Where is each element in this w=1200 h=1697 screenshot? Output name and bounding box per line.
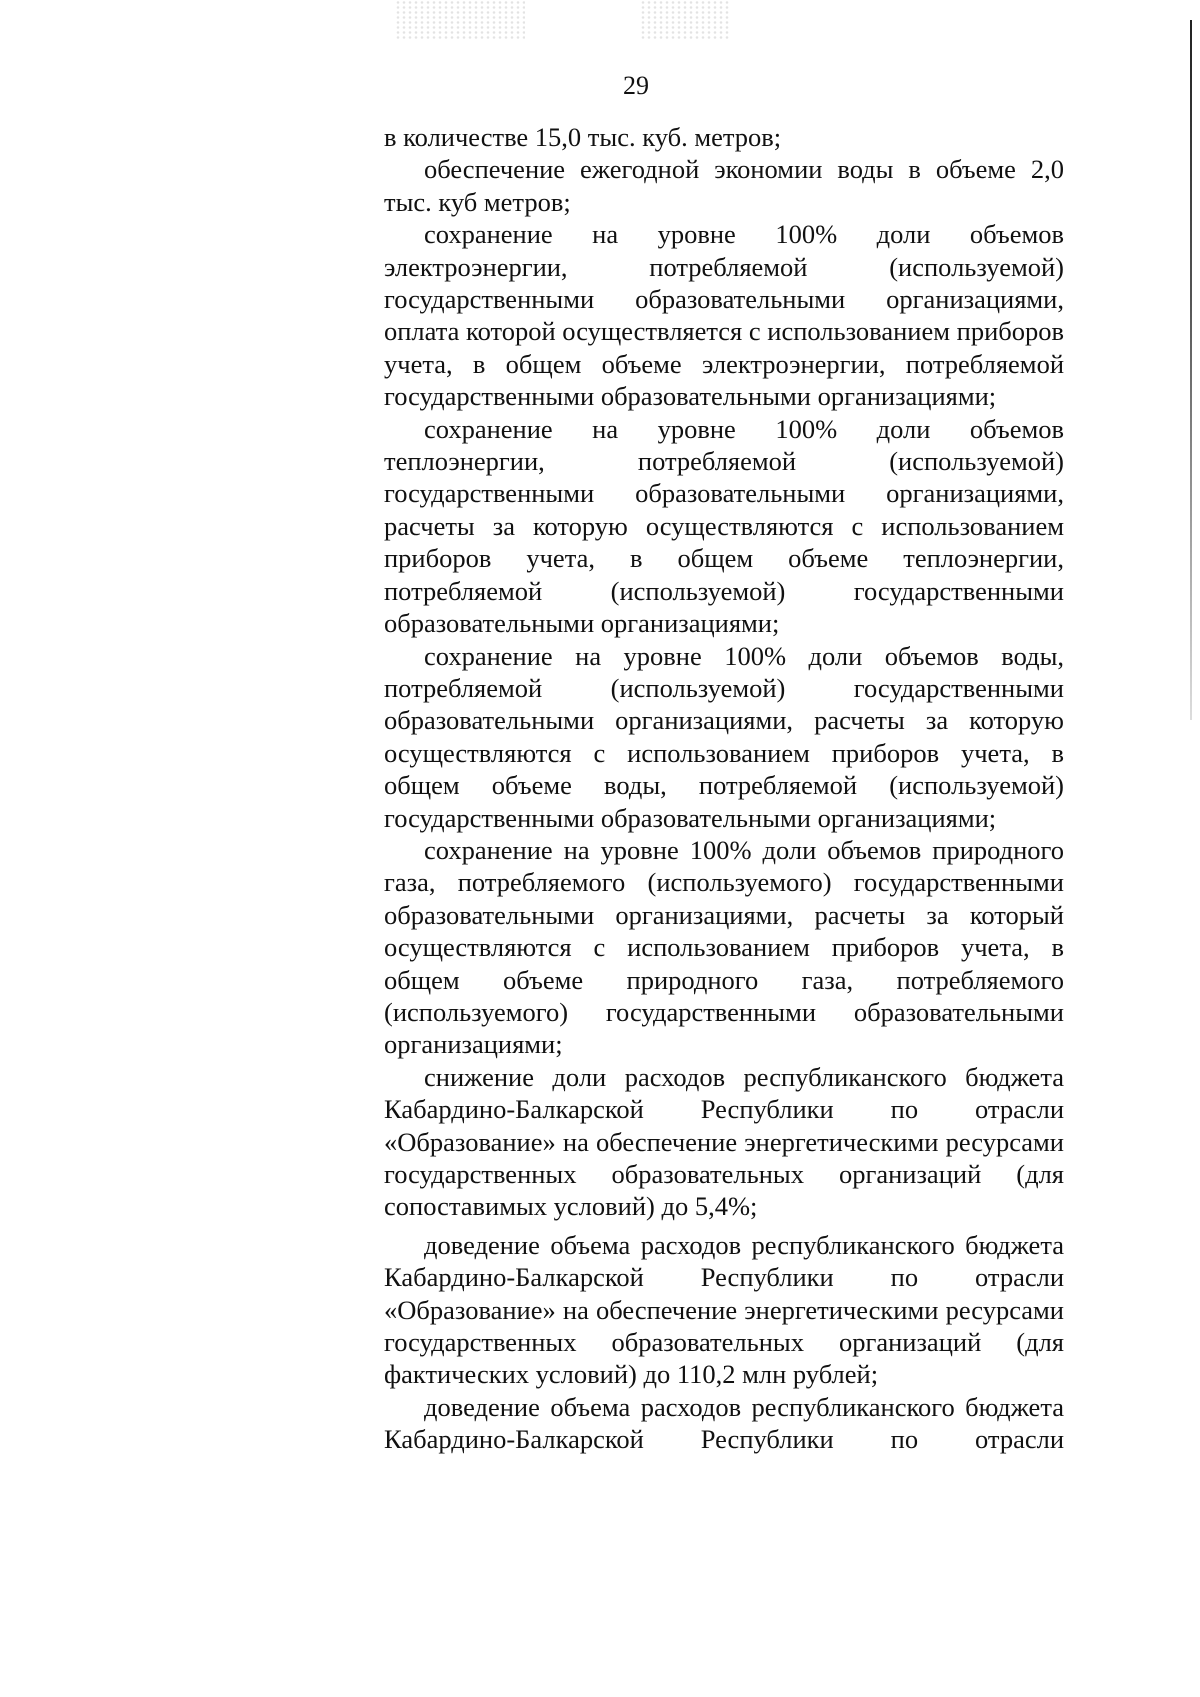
paragraph: сохранение на уровне 100% доли объемов электроэнергии, потребляемой (используемой) государственными образовательными организациями, оплата которой осуществляется с использованием приборов учета, в общем объеме электроэнергии, потребляемой государственными образовательными организациями;	[384, 219, 1064, 412]
paragraph: сохранение на уровне 100% доли объемов теплоэнергии, потребляемой (используемой) государственными образовательными организациями, расчеты за которую осуществляются с использованием приборов учета, в общем объеме теплоэнергии, потребляемой (используемой) государственными образовательными организациями;	[384, 413, 1064, 639]
page-number: 29	[623, 71, 649, 100]
scan-edge-line	[1190, 20, 1192, 720]
paragraph: доведение объема расходов республиканского бюджета Кабардино-Балкарской Республики по отрасли «Образование» на обеспечение энергетическими ресурсами государственных образовательных организаций (для фактических условий) до 110,2 млн рублей;	[384, 1229, 1064, 1390]
scan-noise	[640, 0, 730, 40]
paragraph: доведение объема расходов республиканского бюджета Кабардино-Балкарской Республики по отрасли	[384, 1391, 1064, 1455]
paragraph: сохранение на уровне 100% доли объемов природного газа, потребляемого (используемого) государственными образовательными организациями, расчеты за который осуществляются с использованием приборов учета, в общем объеме природного газа, потребляемого (используемого) государственными образовательными организациями;	[384, 834, 1064, 1060]
scan-noise	[395, 0, 525, 40]
document-body	[384, 121, 1064, 1456]
paragraph: обеспечение ежегодной экономии воды в объеме 2,0 тыс. куб метров;	[384, 154, 1064, 217]
paragraph: в количестве 15,0 тыс. куб. метров;	[384, 122, 782, 152]
paragraph: сохранение на уровне 100% доли объемов воды, потребляемой (используемой) государственными образовательными организациями, расчеты за которую осуществляются с использованием приборов учета, в общем объеме воды, потребляемой (используемой) государственными образовательными организациями;	[384, 640, 1064, 833]
paragraph: снижение доли расходов республиканского бюджета Кабардино-Балкарской Республики по отрасли «Образование» на обеспечение энергетическими ресурсами государственных образовательных организаций (для сопоставимых условий) до 5,4%;	[384, 1061, 1064, 1222]
